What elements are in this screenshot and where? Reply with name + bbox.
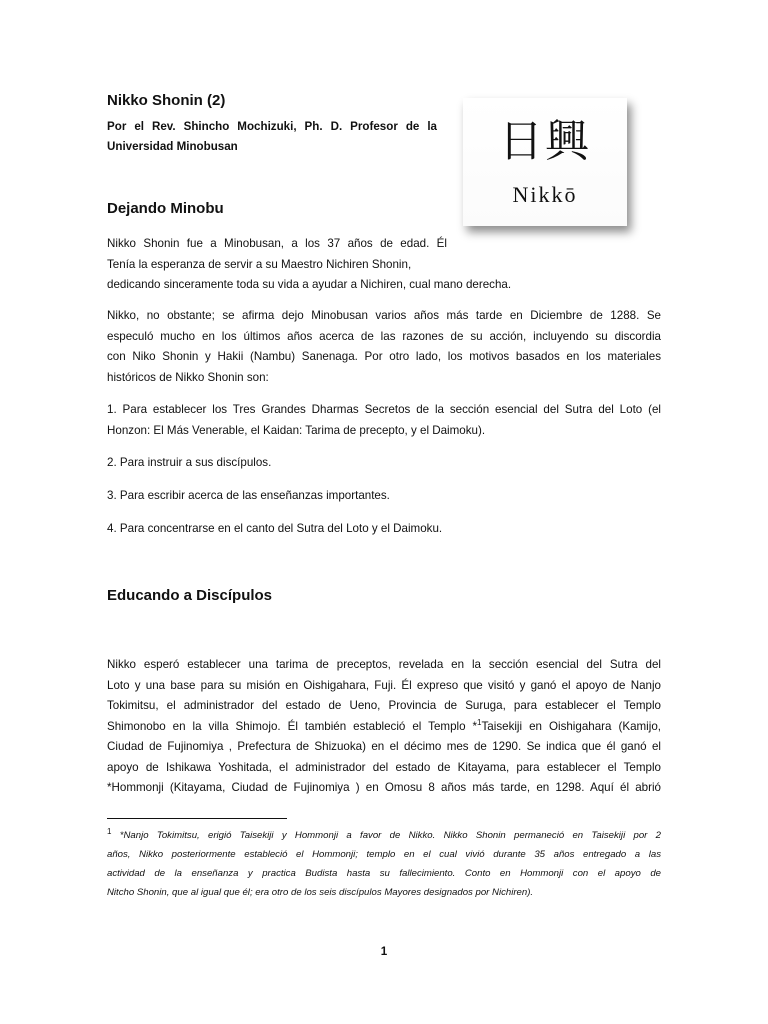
paragraph-line: Ciudad de Fujinomiya , Prefectura de Shizuoka) en el décimo mes de 1290. Se indica que él ganó el bbox=[107, 740, 661, 753]
paragraph-intro bbox=[107, 234, 512, 296]
page-title: Nikko Shonin (2) bbox=[107, 92, 226, 109]
section-heading-educando: Educando a Discípulos bbox=[107, 587, 273, 604]
section-heading-dejando-minobu: Dejando Minobu bbox=[107, 200, 224, 217]
paragraph-line: Nikko, no obstante; se afirma dejo Minobusan varios años más tarde en Diciembre de 1288. Se bbox=[107, 309, 661, 322]
footnote-line: actividad de la enseñanza y practica Budista hasta su fallecimiento. Conto en Hommonji con el apoyo de bbox=[107, 868, 661, 879]
list-item-1 bbox=[107, 400, 661, 441]
footnote-line bbox=[107, 826, 661, 845]
nikko-calligraphy-image bbox=[463, 98, 627, 226]
footnote-mark: 1 bbox=[107, 826, 112, 836]
paragraph-line: Nikko esperó establecer una tarima de preceptos, revelada en la sección esencial del Sutra del bbox=[107, 658, 661, 671]
text-run: *Nanjo Tokimitsu, erigió Taisekiji y Hommonji a favor de Nikko. Nikko Shonin permaneció en Taisekiji por 2 bbox=[119, 830, 661, 841]
paragraph-line: apoyo de Ishikawa Yoshitada, el administrador del estado de Kitayama, para establecer el Templo bbox=[107, 760, 661, 774]
footnote-line: años, Nikko posteriormente estableció el Hommonji; templo en el cual vivió durante 35 años entregado a las bbox=[107, 849, 661, 860]
footnote-divider bbox=[107, 818, 287, 819]
paragraph-line: 1. Para establecer los Tres Grandes Dharmas Secretos de la sección esencial del Sutra del Loto (el bbox=[107, 403, 661, 416]
paragraph-line: Honzon: El Más Venerable, el Kaidan: Tarima de precepto, y el Daimoku). bbox=[107, 423, 486, 437]
text-run: Shimonobo en la villa Shimojo. Él también estableció el Templo * bbox=[107, 719, 478, 733]
logo-romaji: Nikkō bbox=[512, 182, 578, 207]
paragraph-line: con Niko Shonin y Hakii (Nambu) Sanenaga. Por otro lado, los motivos basados en los materiales bbox=[107, 350, 661, 363]
paragraph-educando bbox=[107, 655, 661, 799]
paragraph-line: *Hommonji (Kitayama, Ciudad de Fujinomiya ) en Omosu 8 años más tarde, en 1298. Aquí él abrió bbox=[107, 781, 661, 794]
text-run: Taisekiji en Oishigahara (Kamijo, bbox=[481, 719, 661, 733]
paragraph-line: 2. Para instruir a sus discípulos. bbox=[107, 456, 272, 469]
list-item-3 bbox=[107, 486, 661, 507]
paragraph-line bbox=[107, 717, 661, 738]
paragraph-reasons bbox=[107, 306, 661, 388]
byline-line: Por el Rev. Shincho Mochizuki, Ph. D. Profesor de la bbox=[107, 120, 437, 133]
paragraph-line: históricos de Nikko Shonin son: bbox=[107, 370, 269, 384]
byline-line: Universidad Minobusan bbox=[107, 140, 238, 153]
paragraph-line: Nikko Shonin fue a Minobusan, a los 37 años de edad. Él bbox=[107, 237, 447, 250]
footnote-reference[interactable]: 1 bbox=[477, 717, 482, 727]
author-byline bbox=[107, 117, 437, 157]
paragraph-line: Tenía la esperanza de servir a su Maestro Nichiren Shonin, bbox=[107, 257, 412, 271]
footnote-line: Nitcho Shonin, que al igual que él; era otro de los seis discípulos Mayores designados por Nichiren). bbox=[107, 887, 534, 898]
paragraph-line: 3. Para escribir acerca de las enseñanzas importantes. bbox=[107, 489, 390, 502]
page-number: 1 bbox=[380, 945, 388, 958]
paragraph-line: dedicando sinceramente toda su vida a ayudar a Nichiren, cual mano derecha. bbox=[107, 278, 512, 291]
footnote bbox=[107, 826, 661, 902]
paragraph-line: 4. Para concentrarse en el canto del Sutra del Loto y el Daimoku. bbox=[107, 522, 443, 535]
paragraph-line: Loto y una base para su misión en Oishigahara, Fuji. Él expreso que visitó y ganó el apoyo de Nanjo bbox=[107, 678, 661, 692]
paragraph-line: Tokimitsu, el administrador del estado de Ueno, Provincia de Suruga, para establecer el Templo bbox=[107, 699, 661, 712]
list-item-2 bbox=[107, 453, 661, 474]
list-item-4 bbox=[107, 519, 661, 540]
paragraph-line: especuló mucho en los últimos años acerca de las razones de su acción, incluyendo su discordia bbox=[107, 329, 661, 343]
logo-kanji: 日興 bbox=[499, 116, 591, 167]
